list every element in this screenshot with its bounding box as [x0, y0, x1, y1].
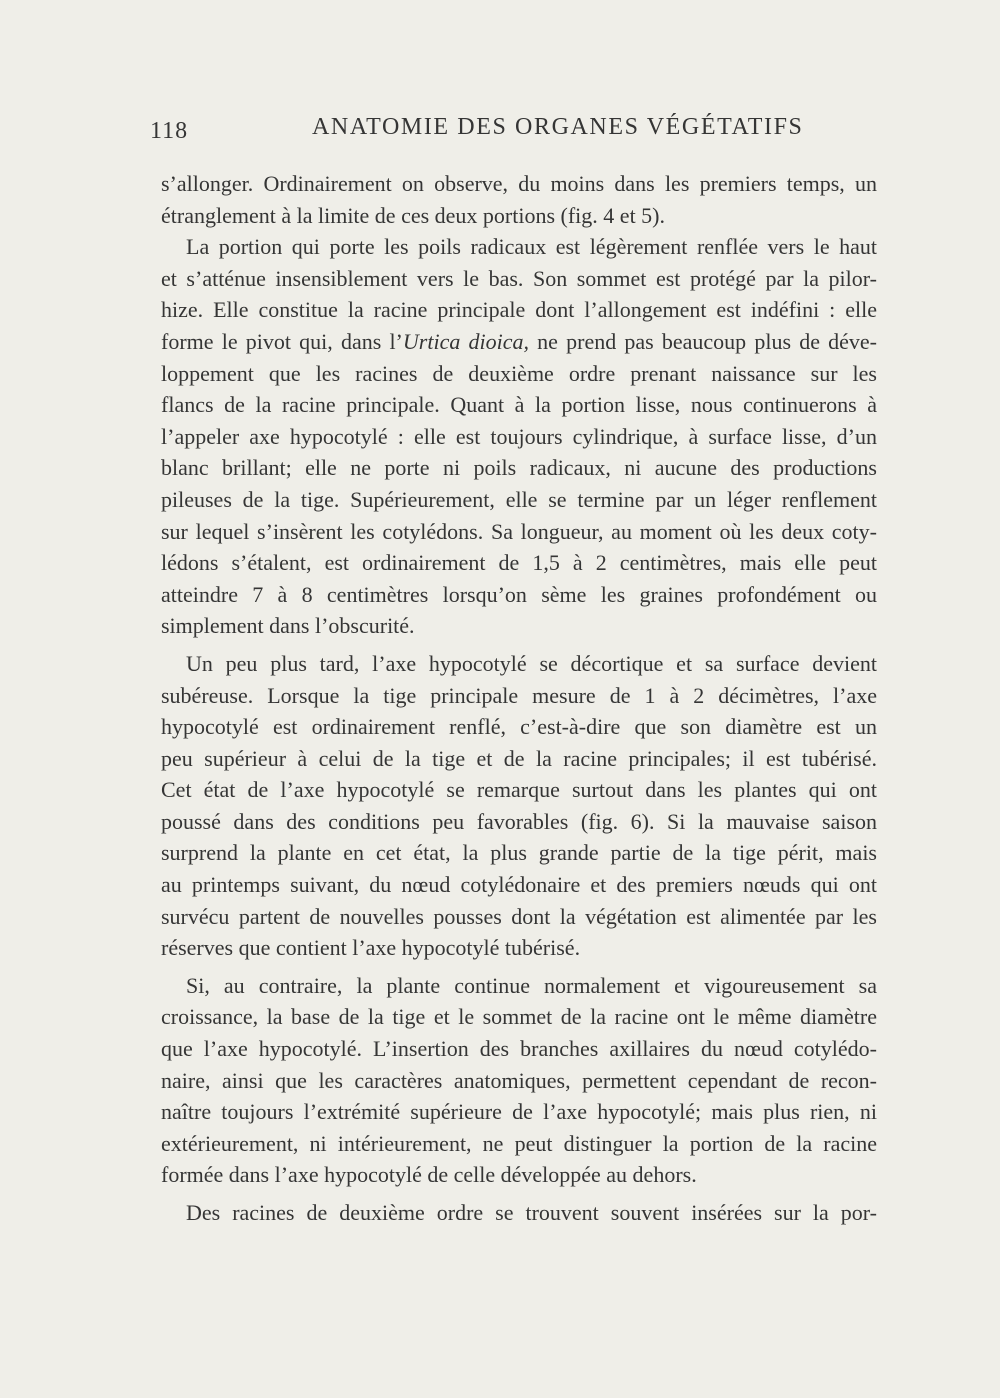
- text-line: au printemps suivant, du nœud cotylédonaire et des premiers nœuds qui ont: [161, 872, 877, 898]
- text-line: formée dans l’axe hypocotylé de celle développée au dehors.: [161, 1162, 697, 1188]
- text-line: extérieurement, ni intérieurement, ne peut distinguer la portion de la racine: [161, 1130, 877, 1156]
- text-line: atteindre 7 à 8 centimètres lorsqu’on sème les graines profondément ou: [161, 581, 877, 607]
- text-line: naître toujours l’extrémité supérieure de l’axe hypocotylé; mais plus rien, ni: [161, 1099, 877, 1125]
- text-line-with-italic: [161, 326, 877, 358]
- text-line: surprend la plante en cet état, la plus grande partie de la tige périt, mais: [161, 840, 877, 866]
- running-title: ANATOMIE DES ORGANES VÉGÉTATIFS: [312, 114, 804, 140]
- text-line: pileuses de la tige. Supérieurement, elle se termine par un léger renflement: [161, 486, 877, 512]
- page-number: 118: [150, 118, 189, 144]
- text-line: hize. Elle constitue la racine principale dont l’allongement est indéfini : elle: [161, 297, 877, 323]
- text-line: Un peu plus tard, l’axe hypocotylé se décortique et sa surface devient: [186, 650, 877, 676]
- page-header: [150, 114, 880, 154]
- text-line: subéreuse. Lorsque la tige principale mesure de 1 à 2 décimètres, l’axe: [161, 682, 877, 708]
- text-line: simplement dans l’obscurité.: [161, 613, 415, 639]
- text-line: lédons s’étalent, est ordinairement de 1,5 à 2 centimètres, mais elle peut: [161, 550, 877, 576]
- text-line: Cet état de l’axe hypocotylé se remarque surtout dans les plantes qui ont: [161, 777, 877, 803]
- text-line: étranglement à la limite de ces deux portions (fig. 4 et 5).: [161, 202, 666, 228]
- text-segment: ne prend pas beaucoup plus de déve-: [529, 328, 877, 354]
- text-line: Si, au contraire, la plante continue normalement et vigoureusement sa: [186, 972, 877, 998]
- text-line: flancs de la racine principale. Quant à la portion lisse, nous continuerons à: [161, 392, 877, 418]
- text-line: survécu partent de nouvelles pousses dont la végétation est alimentée par les: [161, 903, 877, 929]
- body-text: [161, 168, 877, 1229]
- text-line: poussé dans des conditions peu favorables (fig. 6). Si la mauvaise saison: [161, 808, 877, 834]
- text-line: et s’atténue insensiblement vers le bas. Son sommet est protégé par la pilor-: [161, 265, 877, 291]
- text-line: l’appeler axe hypocotylé : elle est toujours cylindrique, à surface lisse, d’un: [161, 423, 877, 449]
- text-segment: forme le pivot qui, dans l’: [161, 328, 403, 354]
- text-line: croissance, la base de la tige et le sommet de la racine ont le même diamètre: [161, 1004, 877, 1030]
- text-line: peu supérieur à celui de la tige et de la racine principales; il est tubérisé.: [161, 745, 877, 771]
- italic-species-name: Urtica dioica,: [402, 328, 529, 354]
- text-line: Des racines de deuxième ordre se trouvent souvent insérées sur la por-: [186, 1200, 877, 1225]
- text-line: loppement que les racines de deuxième ordre prenant naissance sur les: [161, 360, 877, 386]
- text-line: naire, ainsi que les caractères anatomiques, permettent cependant de recon-: [161, 1067, 877, 1093]
- text-line: blanc brillant; elle ne porte ni poils radicaux, ni aucune des productions: [161, 455, 877, 481]
- text-line: que l’axe hypocotylé. L’insertion des branches axillaires du nœud cotylédo-: [161, 1036, 877, 1062]
- text-line: La portion qui porte les poils radicaux est légèrement renflée vers le haut: [186, 234, 877, 260]
- text-line: s’allonger. Ordinairement on observe, du moins dans les premiers temps, un: [161, 171, 877, 196]
- text-line: réserves que contient l’axe hypocotylé tubérisé.: [161, 935, 581, 961]
- text-line: sur lequel s’insèrent les cotylédons. Sa longueur, au moment où les deux coty-: [161, 518, 877, 544]
- text-line: hypocotylé est ordinairement renflé, c’est-à-dire que son diamètre est un: [161, 714, 877, 740]
